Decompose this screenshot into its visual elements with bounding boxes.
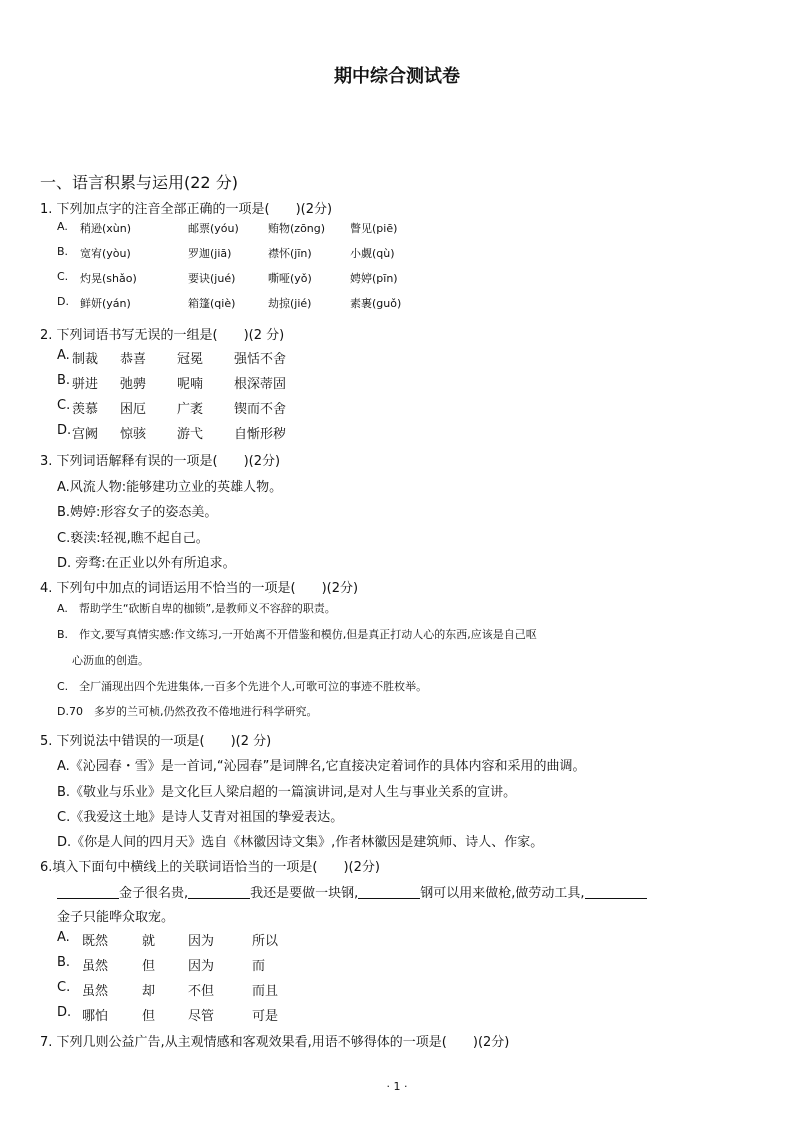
option-item: 嘶哑(yǒ) [268, 272, 312, 285]
option-item: 制裁 [72, 352, 99, 367]
option-item: 但 [142, 959, 156, 974]
option-item: 鲜妍(yán) [80, 297, 131, 310]
answer-blank[interactable] [585, 884, 647, 899]
option-letter: A. [57, 930, 70, 945]
option-letter: C. [57, 270, 69, 283]
option-item: 小觑(qù) [350, 247, 395, 260]
option-item: 困厄 [120, 402, 147, 417]
question-4-option-b-line2: 心沥血的创造。 [72, 654, 149, 667]
question-4-option-d: D.70 多岁的兰可桢,仍然孜孜不倦地进行科学研究。 [57, 705, 318, 718]
option-letter: D. [57, 423, 72, 438]
option-item: 却 [142, 984, 156, 999]
option-item: 锲而不舍 [234, 402, 287, 417]
option-letter: B. [57, 955, 71, 970]
question-5-option-c: C.《我爱这土地》是诗人艾青对祖国的挚爱表达。 [57, 810, 344, 825]
option-letter: D. [57, 1005, 72, 1020]
sentence-segment: 我还是要做一块钢, [250, 886, 359, 901]
option-item: 因为 [188, 934, 215, 949]
option-item: 宫阙 [72, 427, 99, 442]
option-item: 娉婷(pīn) [350, 272, 398, 285]
answer-blank[interactable] [358, 884, 420, 899]
page-title: 期中综合测试卷 [334, 66, 460, 87]
option-item: 哪怕 [82, 1009, 109, 1024]
section-heading: 一、语言积累与运用(22 分) [40, 173, 238, 192]
answer-blank[interactable] [188, 884, 250, 899]
option-item: 罗迦(jiā) [188, 247, 232, 260]
option-item: 游弋 [177, 427, 204, 442]
option-item: 骈进 [72, 377, 99, 392]
option-item: 强恬不舍 [234, 352, 287, 367]
option-item: 既然 [82, 934, 109, 949]
option-item: 不但 [188, 984, 215, 999]
option-letter: A. [57, 220, 68, 233]
option-item: 自惭形秽 [234, 427, 287, 442]
option-item: 虽然 [82, 959, 109, 974]
option-letter: C. [57, 398, 71, 413]
question-2-stem: 2. 下列词语书写无误的一组是( )(2 分) [40, 328, 285, 343]
option-item: 瞥见(piē) [350, 222, 398, 235]
option-item: 邮票(yóu) [188, 222, 239, 235]
option-item: 可是 [252, 1009, 279, 1024]
option-item: 灼晃(shǎo) [80, 272, 137, 285]
question-3-stem: 3. 下列词语解释有误的一项是( )(2分) [40, 454, 281, 469]
question-4-option-b-line1: B. 作文,要写真情实感:作文练习,一开始离不开借鉴和模仿,但是真正打动人心的东西,应该是自己呕 [57, 628, 537, 641]
option-letter: B. [57, 245, 69, 258]
option-item: 劫掠(jié) [268, 297, 312, 310]
option-item: 因为 [188, 959, 215, 974]
question-6-sentence [57, 882, 647, 901]
option-item: 要诀(jué) [188, 272, 236, 285]
option-item: 呢喃 [177, 377, 204, 392]
option-item: 襟怀(jīn) [268, 247, 312, 260]
question-5-option-b: B.《敬业与乐业》是文化巨人梁启超的一篇演讲词,是对人生与事业关系的宣讲。 [57, 785, 517, 800]
option-letter: B. [57, 373, 71, 388]
option-item: 箱篷(qiè) [188, 297, 236, 310]
option-item: 羡慕 [72, 402, 99, 417]
question-5-option-d: D.《你是人间的四月天》选自《林徽因诗文集》,作者林徽因是建筑师、诗人、作家。 [57, 835, 544, 850]
option-item: 但 [142, 1009, 156, 1024]
option-letter: A. [57, 348, 70, 363]
sentence-segment: 金子很名贵, [119, 886, 189, 901]
question-5-stem: 5. 下列说法中错误的一项是( )(2 分) [40, 734, 272, 749]
option-item: 冠冕 [177, 352, 204, 367]
option-item: 惊骇 [120, 427, 147, 442]
question-4-option-a: A. 帮助学生“砍断自卑的枷锁”,是教师义不容辞的职责。 [57, 602, 336, 615]
page-number: · 1 · [386, 1080, 408, 1093]
option-item: 而且 [252, 984, 279, 999]
option-item: 根深蒂固 [234, 377, 287, 392]
sentence-segment: 钢可以用来做枪,做劳动工具, [420, 886, 585, 901]
option-letter: C. [57, 980, 71, 995]
question-1-stem: 1. 下列加点字的注音全部正确的一项是( )(2分) [40, 202, 333, 217]
question-5-option-a: A.《沁园春・雪》是一首词,“沁园春”是词牌名,它直接决定着词作的具体内容和采用的曲调。 [57, 759, 586, 774]
option-item: 而 [252, 959, 266, 974]
option-item: 就 [142, 934, 156, 949]
option-item: 稍逊(xùn) [80, 222, 132, 235]
option-item: 广袤 [177, 402, 204, 417]
option-item: 弛骋 [120, 377, 147, 392]
option-item: 贿物(zōng) [268, 222, 326, 235]
question-6-sentence-line2: 金子只能哗众取宠。 [57, 910, 175, 925]
question-3-option-a: A.风流人物:能够建功立业的英雄人物。 [57, 480, 283, 495]
answer-blank[interactable] [57, 884, 119, 899]
question-3-option-b: B.娉婷:形容女子的姿态美。 [57, 505, 218, 520]
question-3-option-d: D. 旁骛:在正业以外有所追求。 [57, 556, 236, 571]
question-7-stem: 7. 下列几则公益广告,从主观情感和客观效果看,用语不够得体的一项是( )(2分) [40, 1035, 510, 1050]
option-item: 尽管 [188, 1009, 215, 1024]
question-4-stem: 4. 下列句中加点的词语运用不恰当的一项是( )(2分) [40, 581, 359, 596]
option-item: 恭喜 [120, 352, 147, 367]
option-item: 虽然 [82, 984, 109, 999]
option-item: 所以 [252, 934, 279, 949]
question-6-stem: 6.填入下面句中横线上的关联词语恰当的一项是( )(2分) [40, 860, 380, 875]
question-4-option-c: C. 全厂涌现出四个先进集体,一百多个先进个人,可歌可泣的事迹不胜枚举。 [57, 680, 428, 693]
option-letter: D. [57, 295, 69, 308]
option-item: 宽宥(yòu) [80, 247, 131, 260]
option-item: 素裹(guǒ) [350, 297, 402, 310]
question-3-option-c: C.亵渎:轻视,瞧不起自己。 [57, 531, 209, 546]
